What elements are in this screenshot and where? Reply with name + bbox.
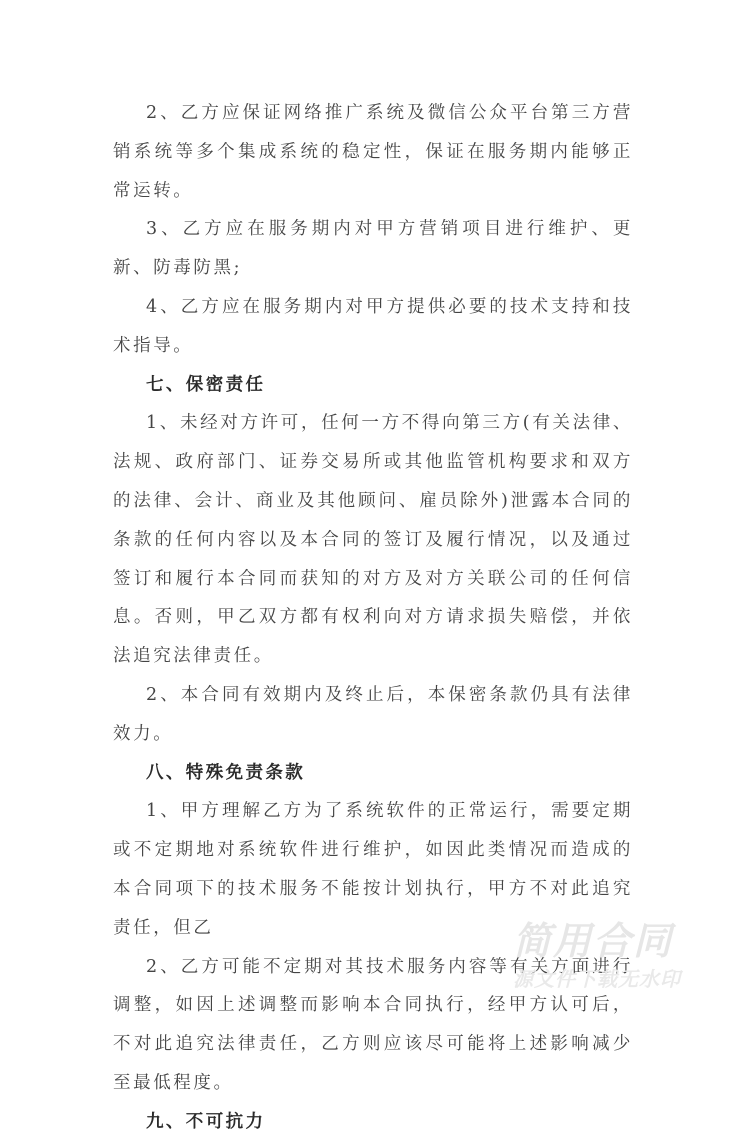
confidentiality-clause-2: 2、本合同有效期内及终止后，本保密条款仍具有法律效力。	[113, 684, 633, 744]
clause-2-stability: 2、乙方应保证网络推广系统及微信公众平台第三方营销系统等多个集成系统的稳定性，保证在服务期内能够正常运转。	[113, 103, 633, 201]
section-heading-special-exemption: 八、特殊免责条款	[146, 762, 306, 783]
watermark	[513, 918, 693, 994]
watermark-subtitle: 源文件下载无水印	[513, 967, 681, 991]
confidentiality-clause-1: 1、未经对方许可，任何一方不得向第三方(有关法律、法规、政府部门、证券交易所或其他监管机构要求和双方的法律、会计、商业及其他顾问、雇员除外)泄露本合同的条款的任何内容以及本合同的签订及履行情况，以及通过签订和履行本合同而获知的对方及对方关联公司的任何信息。否则，甲乙双方都有权利向对方请求损失赔偿，并依法追究法律责任。	[113, 413, 633, 667]
exemption-clause-1: 1、甲方理解乙方为了系统软件的正常运行，需要定期或不定期地对系统软件进行维护，如因此类情况而造成的本合同项下的技术服务不能按计划执行，甲方不对此追究责任，但乙	[113, 801, 633, 938]
section-heading-force-majeure: 九、不可抗力	[146, 1111, 266, 1132]
watermark-title: 简用合同	[513, 919, 674, 963]
section-heading-confidentiality: 七、保密责任	[146, 374, 266, 395]
clause-3-maintenance: 3、乙方应在服务期内对甲方营销项目进行维护、更新、防毒防黑;	[113, 219, 633, 279]
exemption-clause-2: 2、乙方可能不定期对其技术服务内容等有关方面进行调整，如因上述调整而影响本合同执行，经甲方认可后，不对此追究法律责任，乙方则应该尽可能将上述影响减少至最低程度。	[113, 956, 633, 1093]
clause-4-support: 4、乙方应在服务期内对甲方提供必要的技术支持和技术指导。	[113, 296, 633, 356]
